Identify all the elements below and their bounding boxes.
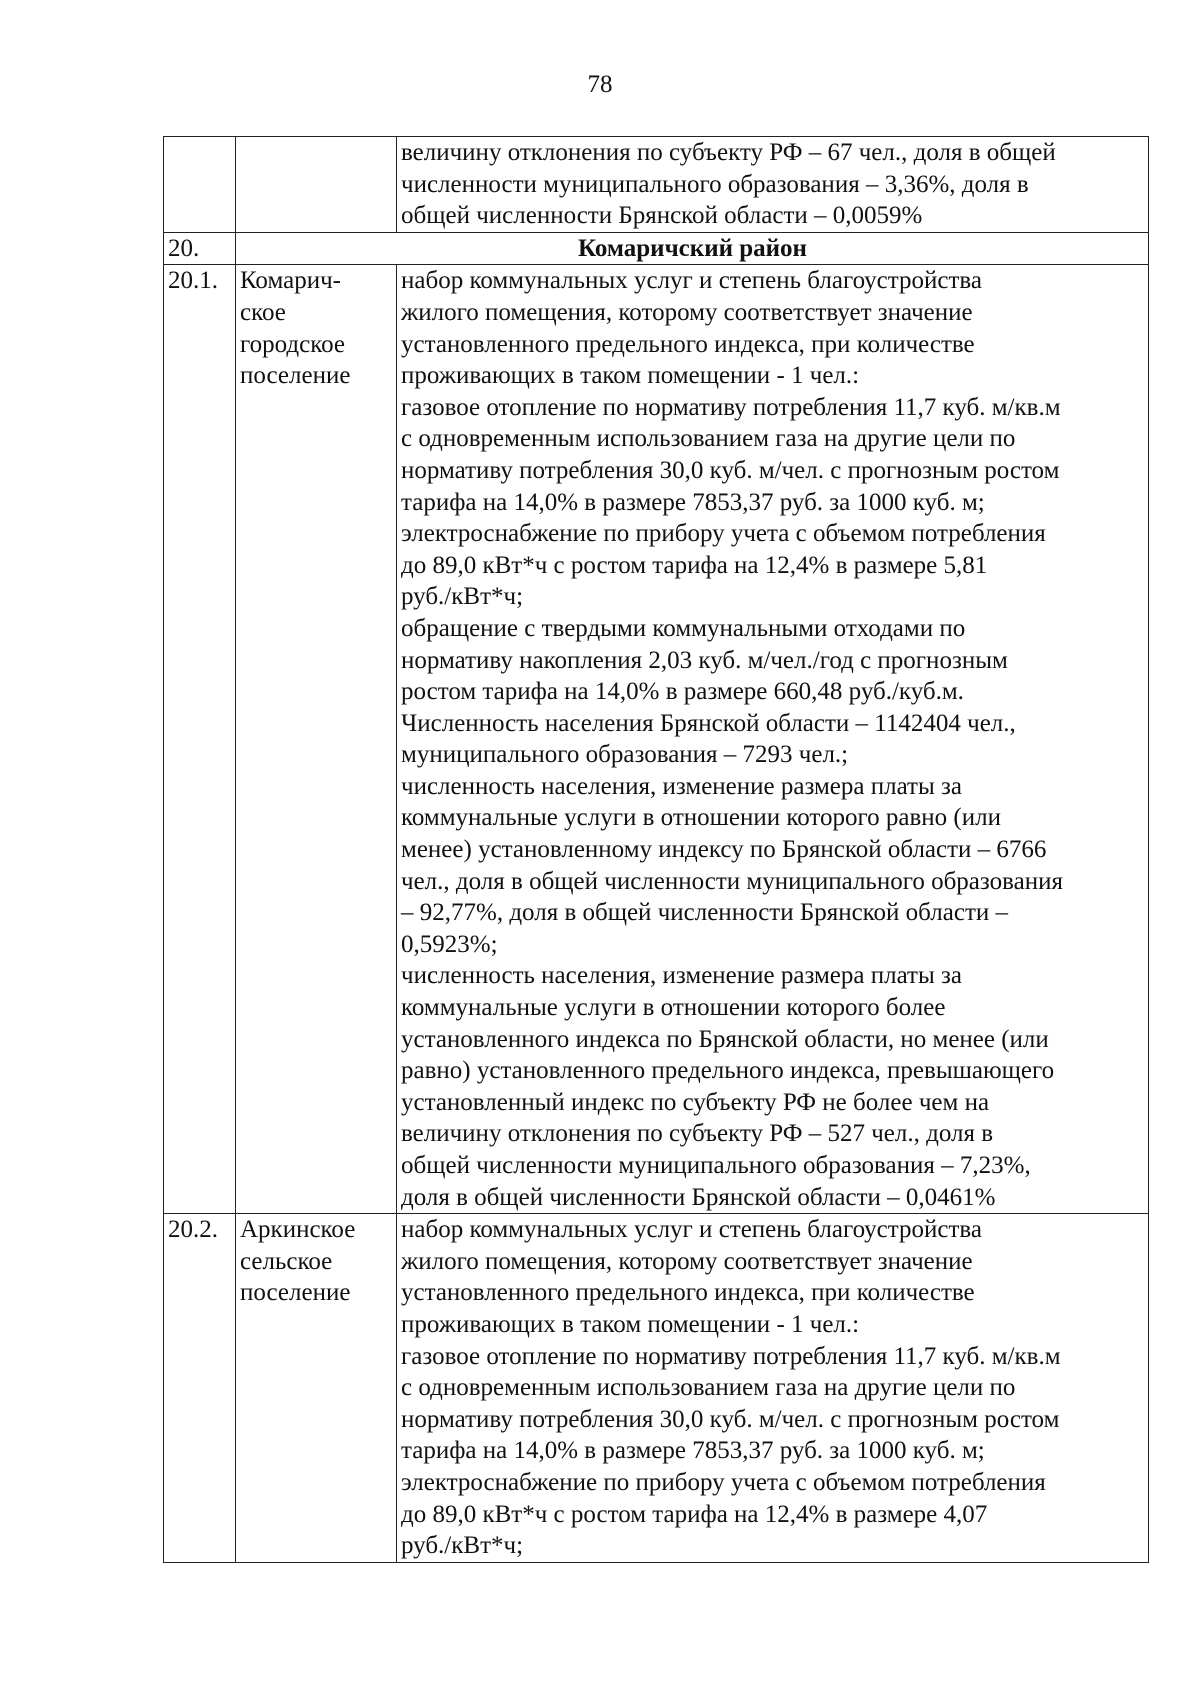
text-line: жилого помещения, которому соответствует значение xyxy=(401,298,973,326)
text-line: набор коммунальных услуг и степень благоустройства xyxy=(401,1216,982,1244)
settlement-name-lines xyxy=(240,265,393,391)
text-line: обращение с твердыми коммунальными отходами по xyxy=(401,614,966,642)
text-line: 0,5923%; xyxy=(401,930,498,958)
text-line: величину отклонения по субъекту РФ – 527 чел., доля в xyxy=(401,1120,994,1148)
text-line: нормативу потребления 30,0 куб. м/чел. с прогнозным ростом xyxy=(401,1405,1060,1433)
text-line: Аркинское xyxy=(240,1216,356,1244)
text-line: поселение xyxy=(240,1279,351,1307)
text-line: до 89,0 кВт*ч с ростом тарифа на 12,4% в размере 4,07 xyxy=(401,1500,988,1528)
text-line: численность населения, изменение размера платы за xyxy=(401,772,962,800)
row-number: 20.1. xyxy=(164,265,236,1214)
description-lines xyxy=(401,1214,1145,1562)
settlement-name xyxy=(236,265,397,1214)
text-line: общей численности муниципального образования – 7,23%, xyxy=(401,1152,1031,1179)
text-line: руб./кВт*ч; xyxy=(401,583,524,611)
text-line: общей численности Брянской области – 0,0059% xyxy=(401,202,923,230)
text-line: проживающих в таком помещении - 1 чел.: xyxy=(401,362,860,390)
table-row xyxy=(164,1214,1149,1563)
text-line: равно) установленного предельного индекса, превышающего xyxy=(401,1057,1055,1085)
text-line: численности муниципального образования – 3,36%, доля в xyxy=(401,170,1029,198)
settlement-name-cell xyxy=(236,137,397,233)
text-line: электроснабжение по прибору учета с объемом потребления xyxy=(401,520,1046,548)
settlement-name xyxy=(236,1214,397,1563)
text-line: муниципального образования – 7293 чел.; xyxy=(401,741,849,769)
text-line: поселение xyxy=(240,362,351,390)
text-line: коммунальные услуги в отношении которого более xyxy=(401,994,946,1022)
text-line: сельское xyxy=(240,1247,333,1275)
page-number: 78 xyxy=(587,71,613,98)
text-line: – 92,77%, доля в общей численности Брянской области – xyxy=(401,899,1008,927)
text-line: до 89,0 кВт*ч с ростом тарифа на 12,4% в размере 5,81 xyxy=(401,551,988,579)
tariff-table xyxy=(163,136,1149,1563)
section-row xyxy=(164,232,1149,265)
text-line: величину отклонения по субъекту РФ – 67 чел., доля в общей xyxy=(401,139,1056,166)
text-line: установленного индекса по Брянской области, но менее (или xyxy=(401,1025,1049,1053)
description-cell xyxy=(397,137,1149,233)
text-line: Комарич- xyxy=(240,267,341,295)
text-line: нормативу накопления 2,03 куб. м/чел./год с прогнозным xyxy=(401,646,1008,674)
text-line: набор коммунальных услуг и степень благоустройства xyxy=(401,267,982,295)
section-number: 20. xyxy=(164,232,236,265)
text-line: ское xyxy=(240,298,286,326)
text-line: коммунальные услуги в отношении которого равно (или xyxy=(401,804,1001,832)
description-cell xyxy=(397,1214,1149,1563)
text-line: руб./кВт*ч; xyxy=(401,1532,524,1560)
text-line: менее) установленному индексу по Брянской области – 6766 xyxy=(401,836,1047,864)
text-line: доля в общей численности Брянской области – 0,0461% xyxy=(401,1183,996,1211)
text-line: с одновременным использованием газа на другие цели по xyxy=(401,425,1016,453)
continuation-row xyxy=(164,137,1149,233)
description-lines xyxy=(401,137,1145,232)
row-number-cell xyxy=(164,137,236,233)
text-line: с одновременным использованием газа на другие цели по xyxy=(401,1374,1016,1402)
text-line: установленный индекс по субъекту РФ не более чем на xyxy=(401,1088,990,1116)
row-number: 20.2. xyxy=(164,1214,236,1563)
section-title: Комаричский район xyxy=(236,232,1149,265)
text-line: газовое отопление по нормативу потребления 11,7 куб. м/кв.м xyxy=(401,1342,1061,1370)
text-line: Численность населения Брянской области – 1142404 чел., xyxy=(401,709,1016,737)
text-line: чел., доля в общей численности муниципального образования xyxy=(401,867,1063,895)
text-line: проживающих в таком помещении - 1 чел.: xyxy=(401,1310,860,1338)
text-line: установленного предельного индекса, при количестве xyxy=(401,330,975,358)
settlement-name-lines xyxy=(240,1214,393,1309)
text-line: газовое отопление по нормативу потребления 11,7 куб. м/кв.м xyxy=(401,393,1061,421)
text-line: установленного предельного индекса, при количестве xyxy=(401,1279,975,1307)
text-line: жилого помещения, которому соответствует значение xyxy=(401,1247,973,1275)
text-line: электроснабжение по прибору учета с объемом потребления xyxy=(401,1468,1046,1496)
description-cell xyxy=(397,265,1149,1214)
text-line: численность населения, изменение размера платы за xyxy=(401,962,962,990)
description-lines xyxy=(401,265,1145,1213)
text-line: городское xyxy=(240,330,346,358)
text-line: ростом тарифа на 14,0% в размере 660,48 руб./куб.м. xyxy=(401,678,964,706)
text-line: нормативу потребления 30,0 куб. м/чел. с прогнозным ростом xyxy=(401,456,1060,484)
table-row xyxy=(164,265,1149,1214)
text-line: тарифа на 14,0% в размере 7853,37 руб. за 1000 куб. м; xyxy=(401,1437,985,1465)
text-line: тарифа на 14,0% в размере 7853,37 руб. за 1000 куб. м; xyxy=(401,488,985,516)
